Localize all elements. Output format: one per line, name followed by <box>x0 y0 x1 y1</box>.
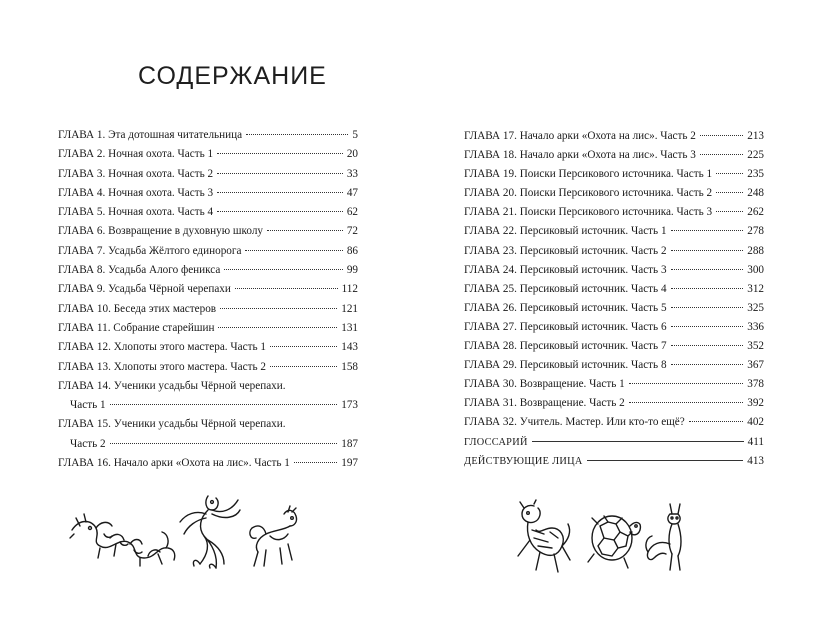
leader-dots <box>671 307 744 308</box>
leader-dots <box>700 154 743 155</box>
toc-entry-page: 312 <box>747 282 764 295</box>
toc-entry-page: 62 <box>346 206 358 219</box>
leader-dots <box>671 364 744 365</box>
toc-entry-label: ГЛАВА 29. Персиковый источник. Часть 8 <box>464 359 667 372</box>
leader-dots <box>110 404 338 405</box>
toc-entry[interactable] <box>58 415 358 434</box>
toc-entry-label: Часть 2 <box>70 437 106 450</box>
toc-entry[interactable] <box>464 165 764 184</box>
toc-entry[interactable] <box>464 146 764 165</box>
toc-entry-page: 325 <box>747 301 764 314</box>
toc-entry-page: 47 <box>346 186 358 199</box>
toc-entry-characters[interactable] <box>464 452 764 471</box>
toc-entry-glossary[interactable] <box>464 433 764 452</box>
toc-entry-page: 131 <box>341 321 358 334</box>
toc-entry[interactable] <box>58 145 358 164</box>
toc-entry[interactable] <box>58 203 358 222</box>
turtle-icon <box>584 506 644 570</box>
toc-entry[interactable] <box>464 222 764 241</box>
toc-entry[interactable] <box>464 184 764 203</box>
toc-entry-label: ГЛАВА 6. Возвращение в духовную школу <box>58 225 263 238</box>
toc-entry-page: 112 <box>341 283 358 296</box>
toc-entry-label: ГЛАВА 8. Усадьба Алого феникса <box>58 264 221 277</box>
dragon-icon <box>70 508 178 568</box>
toc-entry-label: ГЛАВА 19. Поиски Персикового источника. Часть 1 <box>464 168 713 181</box>
toc-entry-page: 121 <box>341 302 358 315</box>
leader-dots <box>716 173 743 174</box>
toc-entry[interactable] <box>464 242 764 261</box>
toc-entry-label: ГЛАВА 2. Ночная охота. Часть 1 <box>58 148 214 161</box>
toc-entry-page: 187 <box>341 437 358 450</box>
toc-entry-label: ГЛАВА 23. Персиковый источник. Часть 2 <box>464 244 667 257</box>
leader-dots <box>270 366 337 367</box>
toc-entry[interactable] <box>58 358 358 377</box>
toc-list-right <box>464 127 764 471</box>
toc-entry-page: 143 <box>341 341 358 354</box>
toc-entry-label: ГЛАВА 4. Ночная охота. Часть 3 <box>58 186 214 199</box>
leader-line <box>532 441 744 442</box>
toc-entry[interactable] <box>464 413 764 432</box>
toc-entry[interactable] <box>464 299 764 318</box>
toc-entry-page: 336 <box>747 320 764 333</box>
toc-entry[interactable] <box>464 280 764 299</box>
toc-entry-page: 278 <box>747 225 764 238</box>
toc-entry-label: ГЛАВА 21. Поиски Персикового источника. Часть 3 <box>464 206 713 219</box>
toc-entry-page: 86 <box>346 244 358 257</box>
toc-entry-page: 20 <box>346 148 358 161</box>
toc-entry-page: 197 <box>341 457 358 470</box>
leader-dots <box>671 326 744 327</box>
toc-entry-label: ГЛОССАРИЙ <box>464 436 528 448</box>
leader-dots <box>110 443 338 444</box>
toc-entry-label: ГЛАВА 32. Учитель. Мастер. Или кто-то ещё? <box>464 416 685 429</box>
toc-entry-page: 158 <box>341 360 358 373</box>
leader-dots <box>671 269 744 270</box>
qilin-icon <box>244 506 302 572</box>
leader-dots <box>267 230 343 231</box>
toc-entry[interactable] <box>58 377 358 396</box>
toc-entry-label: ДЕЙСТВУЮЩИЕ ЛИЦА <box>464 455 583 467</box>
toc-entry[interactable] <box>464 394 764 413</box>
toc-entry-label: ГЛАВА 17. Начало арки «Охота на лис». Часть 2 <box>464 130 696 142</box>
leader-dots <box>217 153 343 154</box>
toc-entry-page: 413 <box>747 454 764 467</box>
toc-entry-page: 5 <box>352 129 358 141</box>
leader-dots <box>235 288 338 289</box>
toc-entry[interactable] <box>464 203 764 222</box>
toc-entry-label: ГЛАВА 14. Ученики усадьбы Чёрной черепахи. <box>58 379 286 392</box>
toc-entry-label: ГЛАВА 24. Персиковый источник. Часть 3 <box>464 263 667 276</box>
toc-entry[interactable] <box>58 184 358 203</box>
toc-entry[interactable] <box>464 261 764 280</box>
leader-dots <box>220 308 337 309</box>
leader-dots <box>716 211 743 212</box>
toc-entry-page: 33 <box>346 167 358 180</box>
leader-dots <box>716 192 743 193</box>
toc-entry[interactable] <box>58 280 358 299</box>
leader-dots <box>270 346 337 347</box>
toc-entry-label: ГЛАВА 11. Собрание старейшин <box>58 321 215 334</box>
leader-dots <box>294 462 337 463</box>
toc-entry-label: ГЛАВА 13. Хлопоты этого мастера. Часть 2 <box>58 360 266 373</box>
toc-entry-label: ГЛАВА 31. Возвращение. Часть 2 <box>464 397 625 410</box>
leader-dots <box>246 134 348 135</box>
leader-dots <box>217 173 343 174</box>
toc-entry-label: ГЛАВА 15. Ученики усадьбы Чёрной черепахи. <box>58 418 286 431</box>
toc-entry[interactable] <box>58 338 358 357</box>
toc-entry-page: 262 <box>747 206 764 219</box>
toc-entry-page: 213 <box>747 130 764 142</box>
toc-entry[interactable] <box>58 165 358 184</box>
toc-entry-page: 300 <box>747 263 764 276</box>
toc-entry[interactable] <box>58 300 358 319</box>
leader-dots <box>689 421 743 422</box>
leader-dots <box>629 402 743 403</box>
toc-entry-label: ГЛАВА 7. Усадьба Жёлтого единорога <box>58 244 242 257</box>
toc-entry-page: 235 <box>747 168 764 181</box>
toc-entry-label: ГЛАВА 1. Эта дотошная читательница <box>58 129 243 141</box>
toc-entry-page: 72 <box>346 225 358 238</box>
toc-entry-label: ГЛАВА 27. Персиковый источник. Часть 6 <box>464 320 667 333</box>
toc-entry[interactable] <box>464 127 764 146</box>
toc-entry-label: ГЛАВА 5. Ночная охота. Часть 4 <box>58 206 214 219</box>
tiger-icon <box>510 500 574 576</box>
toc-entry-page: 402 <box>747 416 764 429</box>
toc-list-left <box>58 126 358 473</box>
toc-entry[interactable] <box>464 356 764 375</box>
fox-icon <box>642 500 686 572</box>
toc-entry-page: 352 <box>747 340 764 353</box>
toc-entry-label: ГЛАВА 10. Беседа этих мастеров <box>58 302 217 315</box>
toc-entry-page: 367 <box>747 359 764 372</box>
toc-entry-label: ГЛАВА 28. Персиковый источник. Часть 7 <box>464 340 667 353</box>
leader-dots <box>671 288 744 289</box>
toc-entry-page: 378 <box>747 378 764 391</box>
right-page <box>410 0 820 636</box>
toc-entry-label: Часть 1 <box>70 399 106 412</box>
toc-entry-page: 288 <box>747 244 764 257</box>
toc-entry-label: ГЛАВА 22. Персиковый источник. Часть 1 <box>464 225 667 238</box>
toc-entry-label: ГЛАВА 3. Ночная охота. Часть 2 <box>58 167 214 180</box>
toc-entry[interactable] <box>464 318 764 337</box>
leader-dots <box>671 250 744 251</box>
phoenix-icon <box>178 492 242 570</box>
toc-entry[interactable] <box>58 319 358 338</box>
leader-dots <box>671 345 744 346</box>
toc-entry[interactable] <box>58 126 358 145</box>
leader-dots <box>700 135 743 136</box>
toc-entry-label: ГЛАВА 26. Персиковый источник. Часть 5 <box>464 301 667 314</box>
toc-entry-label: ГЛАВА 20. Поиски Персикового источника. Часть 2 <box>464 187 713 200</box>
toc-entry-label: ГЛАВА 25. Персиковый источник. Часть 4 <box>464 282 667 295</box>
toc-entry-page: 173 <box>341 399 358 412</box>
toc-entry-page: 99 <box>346 264 358 277</box>
toc-entry[interactable] <box>464 375 764 394</box>
leader-dots <box>217 211 343 212</box>
toc-entry-page: 411 <box>747 435 764 448</box>
toc-entry-continuation[interactable] <box>58 435 358 454</box>
toc-entry[interactable] <box>58 454 358 473</box>
toc-entry-label: ГЛАВА 9. Усадьба Чёрной черепахи <box>58 283 231 296</box>
leader-dots <box>218 327 337 328</box>
leader-dots <box>245 250 342 251</box>
leader-dots <box>224 269 342 270</box>
toc-entry-label: ГЛАВА 18. Начало арки «Охота на лис». Часть 3 <box>464 149 696 162</box>
toc-entry-continuation[interactable] <box>58 396 358 415</box>
toc-entry-label: ГЛАВА 30. Возвращение. Часть 1 <box>464 378 625 391</box>
toc-entry[interactable] <box>464 337 764 356</box>
toc-entry[interactable] <box>58 261 358 280</box>
leader-line <box>587 460 744 461</box>
toc-entry-label: ГЛАВА 16. Начало арки «Охота на лис». Часть 1 <box>58 457 290 470</box>
toc-entry-label: ГЛАВА 12. Хлопоты этого мастера. Часть 1 <box>58 341 266 354</box>
toc-entry-page: 225 <box>747 149 764 162</box>
leader-dots <box>629 383 743 384</box>
leader-dots <box>671 230 744 231</box>
toc-entry-page: 248 <box>747 187 764 200</box>
toc-entry[interactable] <box>58 242 358 261</box>
page-title: СОДЕРЖАНИЕ <box>138 62 327 90</box>
toc-entry-page: 392 <box>747 397 764 410</box>
leader-dots <box>217 192 343 193</box>
toc-entry[interactable] <box>58 222 358 241</box>
